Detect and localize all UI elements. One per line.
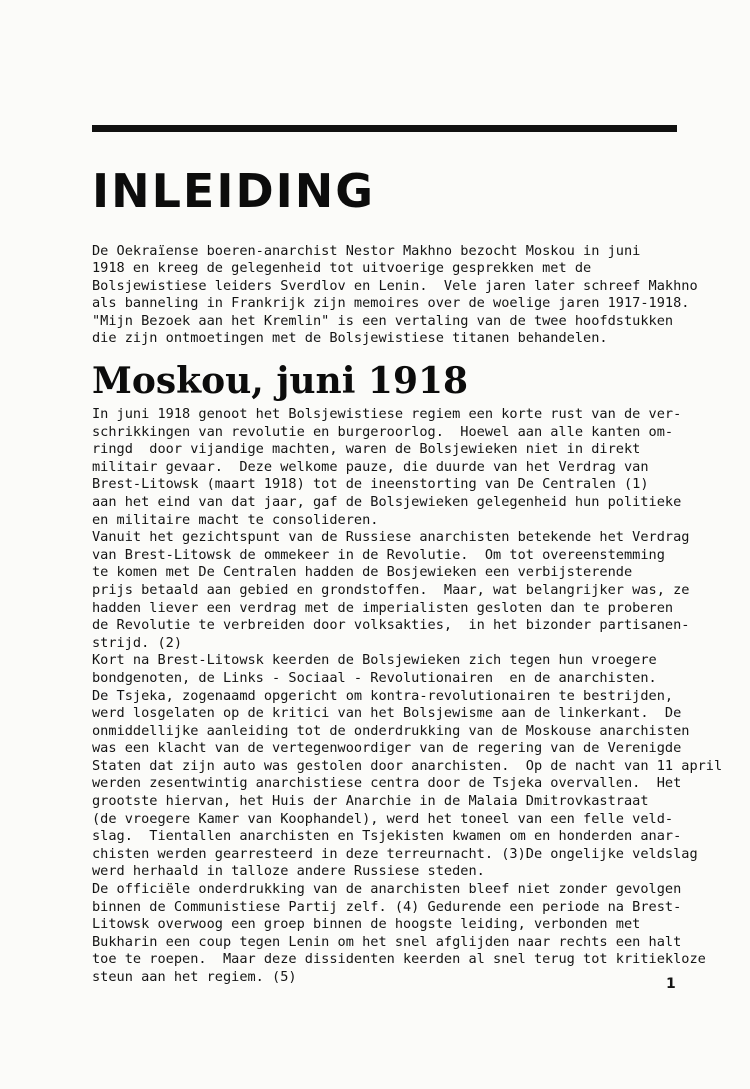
body-line: toe te roepen. Maar deze dissidenten keerden al snel terug tot kritiekloze xyxy=(92,951,706,968)
body-line: Staten dat zijn auto was gestolen door anarchisten. Op de nacht van 11 april xyxy=(92,757,723,774)
body-line: prijs betaald aan gebied en grondstoffen. Maar, wat belangrijker was, ze xyxy=(92,581,690,598)
body-line: werd losgelaten op de kritici van het Bolsjewisme aan de linkerkant. De xyxy=(92,705,682,722)
intro-line: die zijn ontmoetingen met de Bolsjewistiese titanen behandelen. xyxy=(92,330,608,347)
top-rule xyxy=(92,125,677,132)
body-line: werd herhaald in talloze andere Russiese steden. xyxy=(92,863,485,880)
body-line: de Revolutie te verbreiden door volksakties, in het bizonder partisanen- xyxy=(92,617,690,634)
body-line: te komen met De Centralen hadden de Bosjewieken een verbijsterende xyxy=(92,564,633,581)
body-line: binnen de Communistiese Partij zelf. (4) Gedurende een periode na Brest- xyxy=(92,898,682,915)
body-line: onmiddellijke aanleiding tot de onderdrukking van de Moskouse anarchisten xyxy=(92,722,690,739)
intro-line: Bolsjewistiese leiders Sverdlov en Lenin. Vele jaren later schreef Makhno xyxy=(92,277,698,294)
body-text xyxy=(92,406,723,987)
page-number: 1 xyxy=(666,976,676,992)
body-line: was een klacht van de vertegenwoordiger van de regering van de Verenigde xyxy=(92,740,682,757)
intro-line: "Mijn Bezoek aan het Kremlin" is een vertaling van de twee hoofdstukken xyxy=(92,312,674,329)
body-line: De Tsjeka, zogenaamd opgericht om kontra-revolutionairen te bestrijden, xyxy=(92,687,674,704)
body-line: strijd. (2) xyxy=(92,634,183,651)
body-line: schrikkingen van revolutie en burgeroorlog. Hoewel aan alle kanten om- xyxy=(92,423,674,440)
body-line: steun aan het regiem. (5) xyxy=(92,969,297,985)
intro-line: 1918 en kreeg de gelegenheid tot uitvoerige gesprekken met de xyxy=(92,260,592,277)
body-line: Bukharin een coup tegen Lenin om het snel afglijden naar rechts een halt xyxy=(92,933,682,950)
section-title: Moskou, juni 1918 xyxy=(92,360,469,402)
intro-line: als banneling in Frankrijk zijn memoires over de woelige jaren 1917-1918. xyxy=(92,295,690,312)
body-line: aan het eind van dat jaar, gaf de Bolsjewieken gelegenheid hun politieke xyxy=(92,493,682,510)
body-line: In juni 1918 genoot het Bolsjewistiese regiem een korte rust van de ver- xyxy=(92,406,682,422)
intro-paragraph xyxy=(92,243,712,347)
body-line: werden zesentwintig anarchistiese centra door de Tsjeka overvallen. Het xyxy=(92,775,682,792)
page-title: INLEIDING xyxy=(92,164,376,218)
body-line: De officiële onderdrukking van de anarchisten bleef niet zonder gevolgen xyxy=(92,881,682,898)
body-line: Vanuit het gezichtspunt van de Russiese anarchisten betekende het Verdrag xyxy=(92,529,690,546)
body-line: Litowsk overwoog een groep binnen de hoogste leiding, verbonden met xyxy=(92,916,641,933)
body-line: chisten werden gearresteerd in deze terreurnacht. (3)De ongelijke veldslag xyxy=(92,845,698,862)
intro-line: De Oekraïense boeren-anarchist Nestor Makhno bezocht Moskou in juni xyxy=(92,243,641,259)
body-line: (de vroegere Kamer van Koophandel), werd het toneel van een felle veld- xyxy=(92,810,674,827)
body-line: slag. Tientallen anarchisten en Tsjekisten kwamen om en honderden anar- xyxy=(92,828,682,845)
body-line: militair gevaar. Deze welkome pauze, die duurde van het Verdrag van xyxy=(92,458,649,475)
body-line: ringd door vijandige machten, waren de Bolsjewieken niet in direkt xyxy=(92,441,641,458)
body-line: bondgenoten, de Links - Sociaal - Revolutionairen en de anarchisten. xyxy=(92,669,657,686)
body-line: en militaire macht te consolideren. xyxy=(92,511,379,528)
body-line: Kort na Brest-Litowsk keerden de Bolsjewieken zich tegen hun vroegere xyxy=(92,652,657,669)
body-line: hadden liever een verdrag met de imperialisten gesloten dan te proberen xyxy=(92,599,674,616)
body-line: van Brest-Litowsk de ommekeer in de Revolutie. Om tot overeenstemming xyxy=(92,546,665,563)
body-line: grootste hiervan, het Huis der Anarchie in de Malaia Dmitrovkastraat xyxy=(92,793,649,810)
body-line: Brest-Litowsk (maart 1918) tot de ineenstorting van De Centralen (1) xyxy=(92,476,649,493)
